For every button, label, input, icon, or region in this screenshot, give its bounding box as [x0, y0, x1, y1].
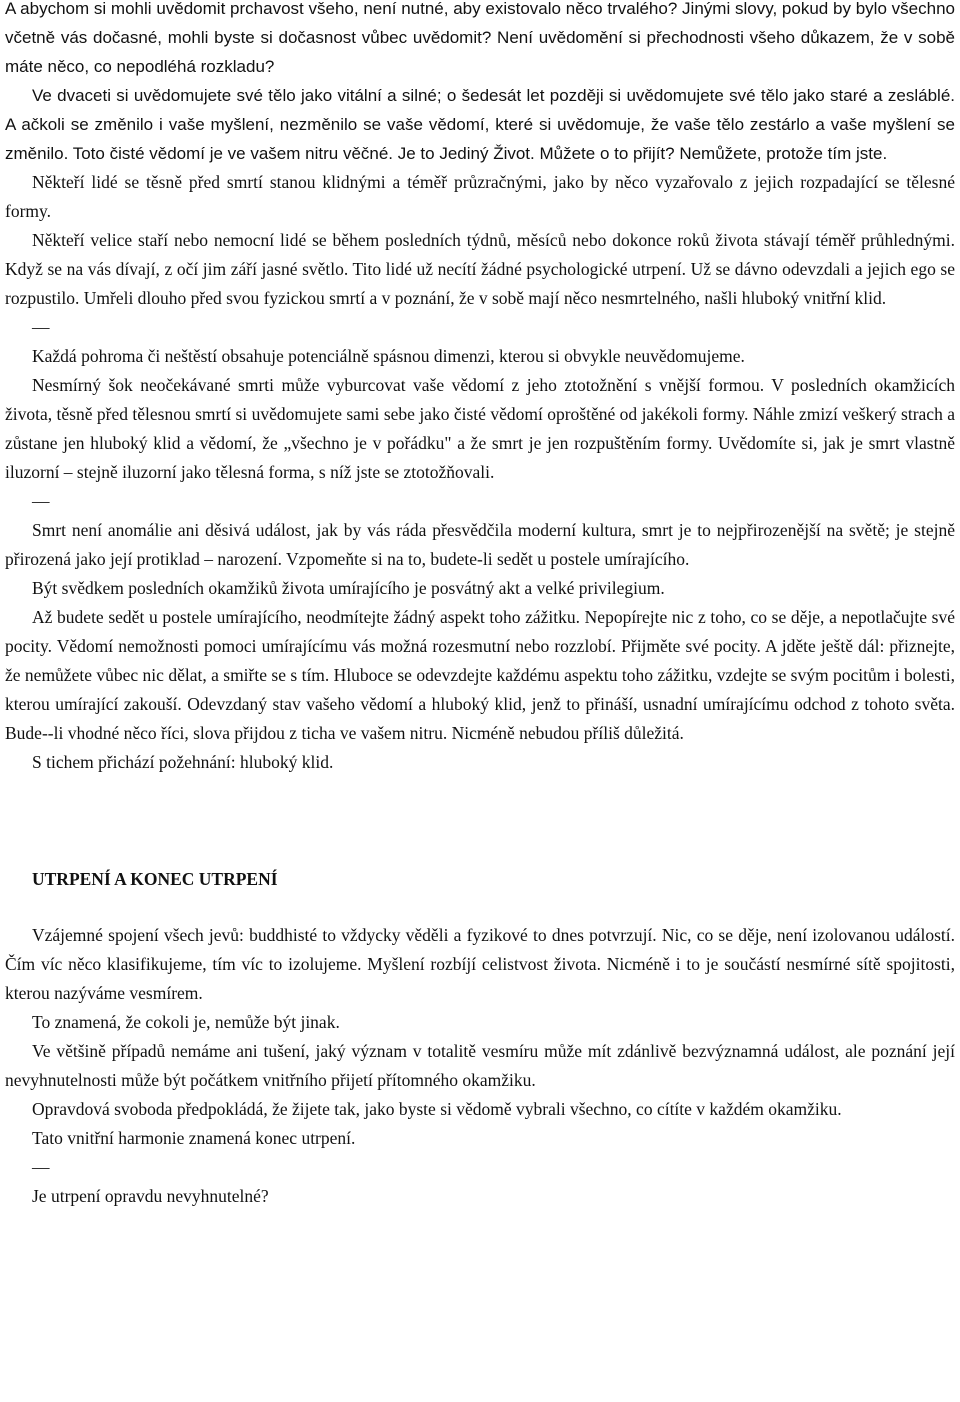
spacer	[5, 777, 955, 865]
paragraph: Nesmírný šok neočekávané smrti může vyburcovat vaše vědomí z jeho ztotožnění s vnější formou. V posledních okamžicích života, těsně před tělesnou smrtí si uvědomujete sami sebe jako čisté vědomí oproštěné od jakékoli formy. Náhle zmizí veškerý strach a zůstane jen hluboký klid a vědomí, že „všechno je v pořádku" a že smrt je jen rozpuštěním formy. Uvědomíte si, jak je smrt vlastně iluzorní – stejně iluzorní jako tělesná forma, s níž jste se ztotožňovali.	[5, 375, 955, 482]
paragraph: S tichem přichází požehnání: hluboký klid.	[32, 752, 334, 772]
spacer	[5, 894, 955, 921]
paragraph: Být svědkem posledních okamžiků života umírajícího je posvátný akt a velké privilegium.	[32, 578, 665, 598]
paragraph: A abychom si mohli uvědomit prchavost všeho, není nutné, aby existovalo něco trvalého? Jinými slovy, pokud by bylo všechno včetně vás dočasné, mohli byste si dočasnost vůbec uvědomit? Není uvědomění si přechodnosti všeho důkazem, že v sobě máte něco, co nepodléhá rozkladu?	[5, 0, 955, 76]
paragraph: Někteří lidé se těsně před smrtí stanou klidnými a téměř průzračnými, jako by něco vyzařovalo z jejich rozpadající se tělesné formy.	[5, 172, 955, 221]
paragraph: To znamená, že cokoli je, nemůže být jinak.	[32, 1012, 340, 1032]
section-separator: —	[32, 491, 50, 511]
paragraph: Vzájemné spojení všech jevů: buddhisté to vždycky věděli a fyzikové to dnes potvrzují. Nic, co se děje, není izolovanou událostí. Čím víc něco klasifikujeme, tím víc to izolujeme. Myšlení rozbíjí celistvost života. Nicméně i to je součástí nesmírné sítě spojitosti, kterou nazýváme vesmírem.	[5, 925, 955, 1003]
paragraph: Až budete sedět u postele umírajícího, neodmítejte žádný aspekt toho zážitku. Nepopírejte nic z toho, co se děje, a nepotlačujte své pocity. Vědomí nemožnosti pomoci umírajícímu vás možná rozesmutní nebo rozzlobí. Přijměte své pocity. A jděte ještě dál: přiznejte, že nemůžete vůbec nic dělat, a smiřte se s tím. Hluboce se odevzdejte každému aspektu toho zážitku, vzdejte se svým pocitům i bolesti, kterou umírající zakouší. Odevzdaný stav vašeho vědomí a hluboký klid, jenž to přináší, usnadní umírajícímu odchod z tohoto světa. Bude--li vhodné něco říci, slova přijdou z ticha ve vašem nitru. Nicméně nebudou příliš důležitá.	[5, 607, 955, 743]
paragraph: Ve většině případů nemáme ani tušení, jaký význam v totalitě vesmíru může mít zdánlivě bezvýznamná událost, ale poznání její nevyhnutelnosti může být počátkem vnitřního přijetí přítomného okamžiku.	[5, 1041, 955, 1090]
section-heading: UTRPENÍ A KONEC UTRPENÍ	[32, 869, 278, 889]
paragraph: Smrt není anomálie ani děsivá událost, jak by vás ráda přesvědčila moderní kultura, smrt je to nejpřirozenější na světě; je stejně přirozená jako její protiklad – narození. Vzpomeňte si na to, budete-li sedět u postele umírajícího.	[5, 520, 955, 569]
paragraph: Každá pohroma či neštěstí obsahuje potenciálně spásnou dimenzi, kterou si obvykle neuvědomujeme.	[32, 346, 745, 366]
paragraph: Někteří velice staří nebo nemocní lidé se během posledních týdnů, měsíců nebo dokonce roků života stávají téměř průhlednými. Když se na vás dívají, z očí jim září jasné světlo. Tito lidé už necítí žádné psychologické utrpení. Už se dávno odevzdali a jejich ego se rozpustilo. Umřeli dlouho před svou fyzickou smrtí a v poznání, že v sobě mají něco nesmrtelného, našli hluboký vnitřní klid.	[5, 230, 955, 308]
paragraph: Tato vnitřní harmonie znamená konec utrpení.	[32, 1128, 356, 1148]
section-separator: —	[32, 317, 50, 337]
section-separator: —	[32, 1157, 50, 1177]
paragraph: Opravdová svoboda předpokládá, že žijete tak, jako byste si vědomě vybrali všechno, co cítíte v každém okamžiku.	[32, 1099, 842, 1119]
paragraph: Ve dvaceti si uvědomujete své tělo jako vitální a silné; o šedesát let později si uvědomujete své tělo jako staré a zesláblé. A ačkoli se změnilo i vaše myšlení, nezměnilo se vaše vědomí, které si uvědomuje, že vaše tělo zestárlo a vaše myšlení se změnilo. Toto čisté vědomí je ve vašem nitru věčné. Je to Jediný Život. Můžete o to přijít? Nemůžete, protože tím jste.	[5, 86, 955, 163]
paragraph: Je utrpení opravdu nevyhnutelné?	[32, 1186, 269, 1206]
